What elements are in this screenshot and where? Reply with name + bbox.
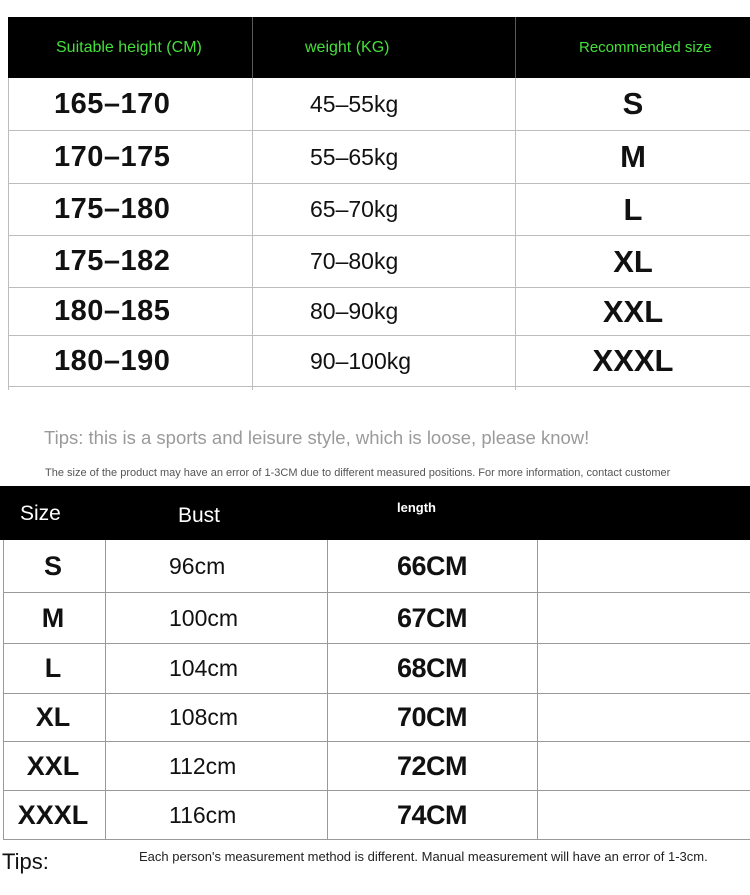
recommended-size-cell: XXXL bbox=[592, 343, 674, 378]
tips-heading: Tips: this is a sports and leisure style, which is loose, please know! bbox=[44, 427, 590, 448]
height-cell: 170–175 bbox=[54, 140, 171, 173]
measurement-table-row bbox=[3, 593, 750, 644]
table-divider bbox=[105, 540, 106, 840]
size-cell: L bbox=[44, 653, 62, 683]
size-cell: M bbox=[41, 602, 65, 633]
length-cell: 67CM bbox=[396, 602, 468, 633]
height-cell: 180–190 bbox=[54, 344, 171, 377]
size-cell: XXL bbox=[26, 750, 80, 781]
bust-cell: 108cm bbox=[169, 704, 239, 730]
recommended-size-cell: L bbox=[623, 191, 643, 227]
header-divider bbox=[252, 17, 253, 78]
length-cell: 70CM bbox=[396, 702, 468, 732]
bust-cell: 96cm bbox=[169, 552, 226, 579]
table-divider bbox=[8, 78, 9, 390]
height-cell: 180–185 bbox=[54, 295, 171, 327]
bust-cell: 112cm bbox=[169, 752, 237, 779]
tips-note: The size of the product may have an error of 1-3CM due to different measured positions. For more information, contact customer bbox=[45, 467, 671, 479]
weight-cell: 45–55kg bbox=[310, 90, 399, 117]
size-table-row bbox=[8, 236, 750, 288]
weight-cell: 70–80kg bbox=[310, 248, 399, 274]
size-cell: XXXL bbox=[17, 799, 89, 830]
footer-tips-text: Each person's measurement method is different. Manual measurement will have an error of 1-3cm. bbox=[139, 849, 708, 864]
measurement-table-row bbox=[3, 742, 750, 791]
size-column-header: Size bbox=[20, 502, 61, 525]
measurement-table-row bbox=[3, 791, 750, 840]
weight-column-header: weight (KG) bbox=[305, 38, 390, 56]
table-divider bbox=[3, 540, 4, 840]
length-cell: 66CM bbox=[396, 550, 468, 581]
length-cell: 72CM bbox=[396, 750, 468, 781]
height-cell: 175–180 bbox=[54, 193, 171, 225]
weight-cell: 80–90kg bbox=[310, 298, 399, 324]
recommended-size-cell: XL bbox=[613, 243, 653, 279]
bust-cell: 104cm bbox=[169, 655, 239, 681]
length-cell: 68CM bbox=[396, 653, 468, 683]
size-recommendation-table bbox=[8, 17, 750, 390]
recommended-size-cell: S bbox=[622, 86, 644, 121]
recommended-size-cell: XXL bbox=[602, 293, 664, 329]
measurement-table-row bbox=[3, 540, 750, 593]
table-divider bbox=[515, 78, 516, 390]
length-column-header: length bbox=[397, 500, 436, 515]
length-cell: 74CM bbox=[396, 799, 468, 830]
measurement-table-row bbox=[3, 644, 750, 694]
header-divider bbox=[515, 17, 516, 78]
bust-column-header: Bust bbox=[178, 504, 221, 527]
weight-cell: 90–100kg bbox=[310, 347, 412, 374]
size-cell: S bbox=[43, 550, 62, 581]
height-cell: 165–170 bbox=[54, 87, 171, 120]
bust-cell: 100cm bbox=[169, 604, 239, 631]
recommended-size-cell: M bbox=[620, 139, 646, 174]
table-divider bbox=[252, 78, 253, 390]
size-table-row bbox=[8, 131, 750, 184]
footer-tips-label: Tips: bbox=[2, 849, 49, 874]
measurement-table-row bbox=[3, 694, 750, 742]
size-table-row bbox=[8, 184, 750, 236]
size-table-row bbox=[8, 336, 750, 387]
height-cell: 175–182 bbox=[54, 245, 171, 277]
size-cell: XL bbox=[35, 702, 71, 732]
measurement-table-header bbox=[0, 486, 750, 540]
height-column-header: Suitable height (CM) bbox=[56, 38, 202, 56]
recommended-size-column-header: Recommended size bbox=[579, 38, 712, 56]
table-divider bbox=[537, 540, 538, 840]
weight-cell: 65–70kg bbox=[310, 196, 399, 222]
weight-cell: 55–65kg bbox=[310, 143, 399, 170]
size-table-row bbox=[8, 78, 750, 131]
table-divider bbox=[327, 540, 328, 840]
size-table-row bbox=[8, 288, 750, 336]
size-table-header bbox=[8, 17, 750, 78]
bust-cell: 116cm bbox=[169, 801, 237, 828]
